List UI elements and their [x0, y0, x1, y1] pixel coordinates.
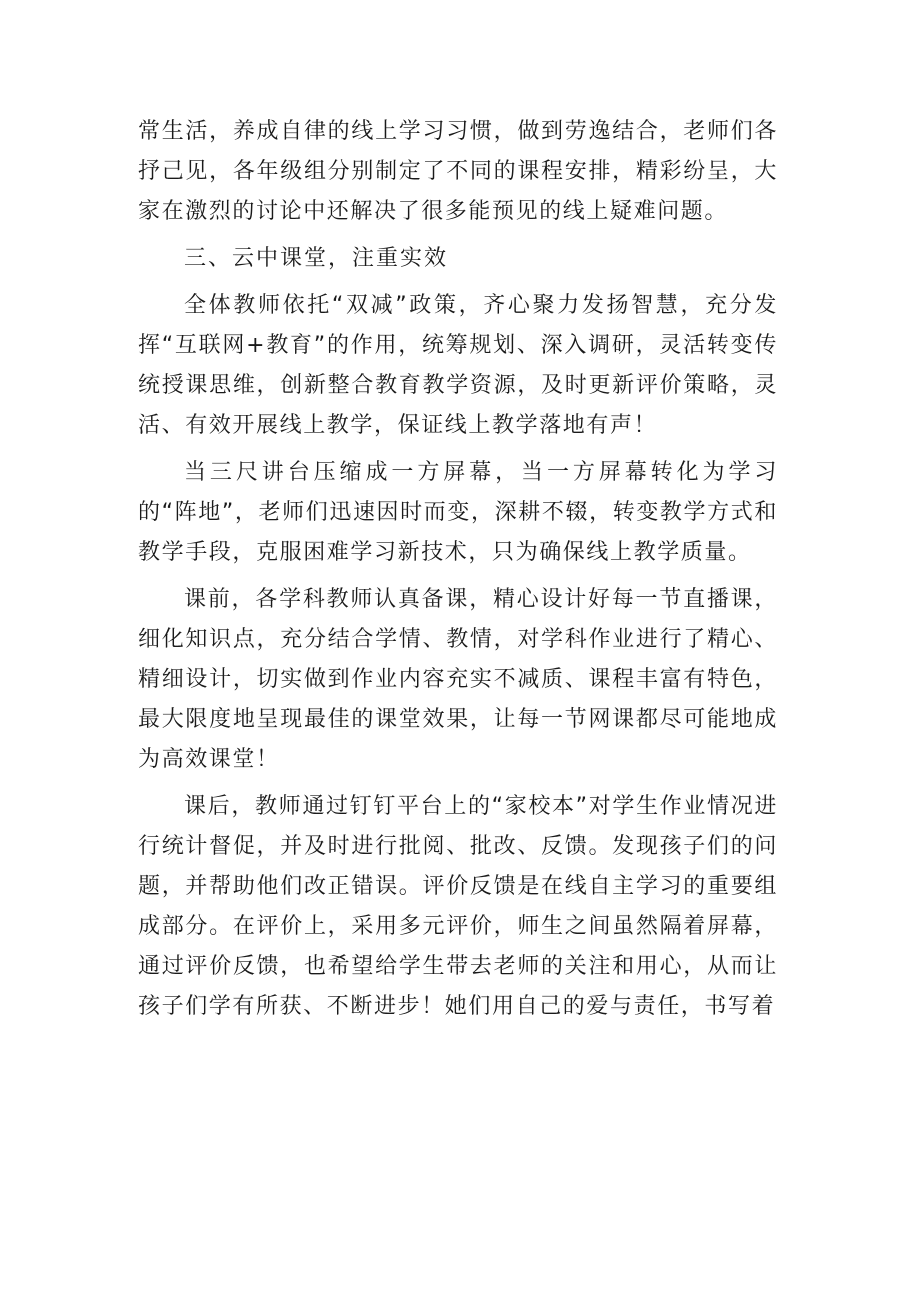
section-heading: 三、云中课堂，注重实效	[184, 246, 449, 271]
paragraph-body: 当三尺讲台压缩成一方屏幕，当一方屏幕转化为学习的“阵地”，老师们迅速因时而变，深耕不辍，转变教学方式和教学手段，克服困难学习新技术，只为确保线上教学质量。	[138, 460, 778, 565]
document-body	[138, 112, 778, 1034]
paragraph-body: 全体教师依托“双减”政策，齐心聚力发扬智慧，充分发挥“互联网+教育”的作用，统筹规划、深入调研，灵活转变传统授课思维，创新整合教育教学资源，及时更新评价策略，灵活、有效开展线上教学，保证线上教学落地有声！	[138, 293, 778, 438]
paragraph-body: 课后，教师通过钉钉平台上的“家校本”对学生作业情况进行统计督促，并及时进行批阅、批改、反馈。发现孩子们的问题，并帮助他们改正错误。评价反馈是在线自主学习的重要组成部分。在评价上，采用多元评价，师生之间虽然隔着屏幕，通过评价反馈，也希望给学生带去老师的关注和用心，从而让孩子们学有所获、不断进步！她们用自己的爱与责任，书写着	[138, 794, 778, 1019]
paragraph-continuation: 常生活，养成自律的线上学习习惯，做到劳逸结合，老师们各抒己见，各年级组分别制定了不同的课程安排，精彩纷呈，大家在激烈的讨论中还解决了很多能预见的线上疑难问题。	[138, 119, 778, 224]
paragraph-body: 课前，各学科教师认真备课，精心设计好每一节直播课，细化知识点，充分结合学情、教情，对学科作业进行了精心、精细设计，切实做到作业内容充实不减质、课程丰富有特色，最大限度地呈现最佳的课堂效果，让每一节网课都尽可能地成为高效课堂！	[138, 587, 778, 772]
